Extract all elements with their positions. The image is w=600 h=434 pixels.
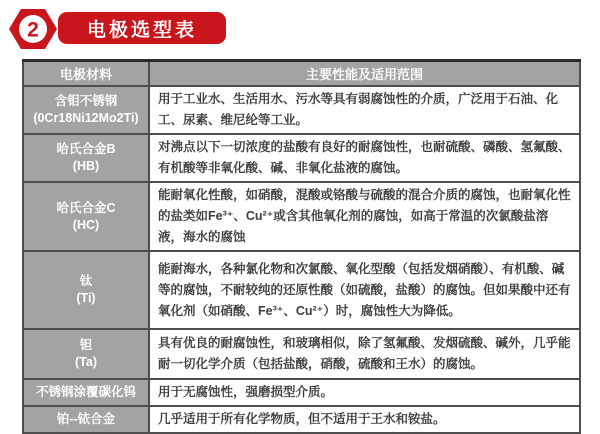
- section-title-banner: [58, 12, 226, 44]
- table-row: [23, 86, 580, 134]
- material-name: 不锈钢涂覆碳化钨: [35, 385, 136, 399]
- material-name: 哈氏合金C: [56, 200, 116, 215]
- material-name: 含钼不锈钢: [54, 94, 118, 108]
- table-row: [23, 182, 580, 251]
- table-row: [23, 406, 580, 433]
- material-subname: (Ta): [75, 355, 97, 369]
- description-cell: 用于工业水、生活用水、污水等具有弱腐蚀性的介质，广泛用于石油、化工、尿素、维尼纶等工业。: [149, 86, 580, 134]
- material-name: 铂--铱合金: [56, 412, 116, 426]
- material-cell: [23, 182, 149, 251]
- hexagon-icon: [8, 7, 58, 51]
- material-cell: [23, 251, 149, 329]
- material-name: 哈氏合金B: [56, 142, 116, 156]
- material-cell: [23, 329, 149, 379]
- section-title: 电极选型表: [86, 19, 197, 41]
- description-cell: 能耐氧化性酸，如硝酸，混酸或铬酸与硫酸的混合介质的腐蚀，也耐氧化性的盐类如Fe³⁺、Cu²⁺或含其他氧化剂的腐蚀，如高于常温的次氯酸盐溶液，海水的腐蚀: [149, 182, 580, 251]
- material-cell: [23, 379, 149, 406]
- description-cell: 对沸点以下一切浓度的盐酸有良好的耐腐蚀性，也耐硫酸、磷酸、氢氟酸、有机酸等非氧化酸、碱、非氧化盐液的腐蚀。: [149, 134, 580, 182]
- column-header-performance: 主要性能及适用范围: [149, 61, 580, 87]
- description-cell: 能耐海水，各种氯化物和次氯酸、氧化型酸（包括发烟硝酸）、有机酸、碱等的腐蚀，不耐较纯的还原性酸（如硫酸，盐酸）的腐蚀。但如果酸中还有氧化剂（如硝酸、Fe³⁺、Cu²⁺）时，腐蚀性大为降低。: [149, 251, 580, 329]
- material-cell: [23, 134, 149, 182]
- material-subname: (0Cr18Ni12Mo2Ti): [33, 111, 139, 125]
- description-cell: 用于无腐蚀性，强磨损型介质。: [149, 379, 580, 406]
- table-row: [23, 379, 580, 406]
- material-name: 钽: [79, 338, 93, 352]
- electrode-selection-table: [22, 59, 581, 434]
- badge-number: 2: [27, 18, 39, 42]
- column-header-material: 电极材料: [23, 61, 149, 87]
- material-cell: [23, 86, 149, 134]
- material-subname: (HB): [72, 159, 100, 173]
- table-row: [23, 329, 580, 379]
- table-row: [23, 251, 580, 329]
- page-header: [0, 0, 600, 58]
- material-name: 钛: [79, 274, 93, 288]
- section-number-badge: [8, 7, 58, 51]
- table-header-row: [23, 61, 580, 87]
- description-cell: 几乎适用于所有化学物质，但不适用于王水和铵盐。: [149, 406, 580, 433]
- description-cell: 具有优良的耐腐蚀性，和玻璃相似，除了氢氟酸、发烟硫酸、碱外，几乎能耐一切化学介质（包括盐酸，硝酸，硫酸和王水）的腐蚀。: [149, 329, 580, 379]
- material-cell: [23, 406, 149, 433]
- table-row: [23, 134, 580, 182]
- material-subname: (Ti): [76, 291, 96, 305]
- material-subname: (HC): [72, 217, 100, 232]
